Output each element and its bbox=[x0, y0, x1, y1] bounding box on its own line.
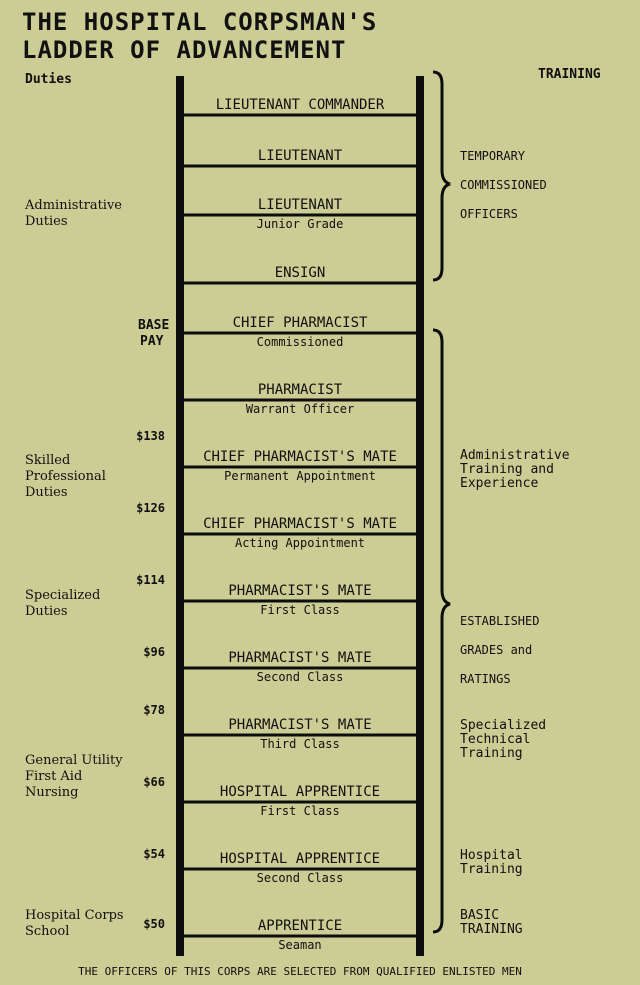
training-header: TRAINING bbox=[538, 67, 601, 82]
pay-label: $114 bbox=[136, 573, 165, 587]
rank-sublabel: Acting Appointment bbox=[234, 536, 366, 550]
training-basic: BASIC TRAINING bbox=[460, 908, 523, 937]
pay-label: $50 bbox=[143, 917, 165, 931]
pay-label: $138 bbox=[136, 429, 165, 443]
footer-note: THE OFFICERS OF THIS CORPS ARE SELECTED FROM QUALIFIED ENLISTED MEN bbox=[78, 965, 522, 978]
pay-label: $96 bbox=[143, 645, 165, 659]
training-hospital: Hospital Training bbox=[460, 848, 523, 877]
pay-label: $126 bbox=[136, 501, 165, 515]
training-officers: OFFICERS bbox=[460, 207, 518, 221]
rank-sublabel: First Class bbox=[260, 804, 340, 818]
rank-sublabel: Second Class bbox=[256, 670, 344, 684]
rank-label: PHARMACIST'S MATE bbox=[228, 583, 372, 599]
rank-label: APPRENTICE bbox=[257, 918, 343, 934]
rank-label: CHIEF PHARMACIST'S MATE bbox=[203, 516, 397, 532]
enlisted-brace bbox=[433, 330, 450, 932]
rank-label: PHARMACIST'S MATE bbox=[228, 717, 372, 733]
rank-label: CHIEF PHARMACIST'S MATE bbox=[203, 449, 397, 465]
rank-label: ENSIGN bbox=[274, 265, 326, 281]
training-grades-and: GRADES and bbox=[460, 643, 533, 657]
rank-sublabel: Third Class bbox=[260, 737, 340, 751]
training-administrative: Administrative Training and Experience bbox=[460, 448, 570, 491]
rank-sublabel: Permanent Appointment bbox=[224, 469, 376, 483]
training-commissioned: COMMISSIONED bbox=[460, 178, 547, 192]
duty-hospital-corps-school: Hospital Corps School bbox=[25, 908, 124, 939]
training-ratings: RATINGS bbox=[460, 672, 511, 686]
pay-label: $66 bbox=[143, 775, 165, 789]
officers-brace bbox=[433, 72, 450, 280]
rank-sublabel: Seaman bbox=[278, 938, 322, 952]
base-pay-header-line-1: BASE bbox=[138, 318, 170, 333]
training-established: ESTABLISHED bbox=[460, 614, 540, 628]
duty-specialized: Specialized Duties bbox=[25, 588, 101, 619]
training-temporary: TEMPORARY bbox=[460, 149, 526, 163]
rank-label: PHARMACIST'S MATE bbox=[228, 650, 372, 666]
rank-label: LIEUTENANT bbox=[257, 197, 343, 213]
title-line-1: THE HOSPITAL CORPSMAN'S bbox=[22, 8, 378, 36]
rank-label: LIEUTENANT bbox=[257, 148, 343, 164]
pay-label: $54 bbox=[143, 847, 165, 861]
base-pay-header-line-2: PAY bbox=[140, 334, 164, 349]
rank-label: HOSPITAL APPRENTICE bbox=[219, 784, 381, 800]
ladder-rung bbox=[180, 114, 420, 117]
rank-label: HOSPITAL APPRENTICE bbox=[219, 851, 381, 867]
duties-header: Duties bbox=[25, 72, 72, 87]
pay-label: $78 bbox=[143, 703, 165, 717]
rank-sublabel: Commissioned bbox=[256, 335, 344, 349]
rank-sublabel: Second Class bbox=[256, 871, 344, 885]
rank-label: PHARMACIST bbox=[257, 382, 343, 398]
rank-sublabel: Warrant Officer bbox=[245, 402, 355, 416]
rank-label: LIEUTENANT COMMANDER bbox=[215, 97, 385, 113]
ladder-rung bbox=[180, 165, 420, 168]
duty-general-utility: General Utility First Aid Nursing bbox=[25, 753, 123, 800]
rank-sublabel: First Class bbox=[260, 603, 340, 617]
duty-administrative: Administrative Duties bbox=[25, 198, 123, 229]
title-line-2: LADDER OF ADVANCEMENT bbox=[22, 36, 347, 64]
duty-skilled-professional: Skilled Professional Duties bbox=[25, 453, 106, 500]
training-specialized-technical: Specialized Technical Training bbox=[460, 718, 547, 761]
rank-sublabel: Junior Grade bbox=[256, 217, 344, 231]
ladder-rung bbox=[180, 282, 420, 285]
rank-label: CHIEF PHARMACIST bbox=[232, 315, 368, 331]
